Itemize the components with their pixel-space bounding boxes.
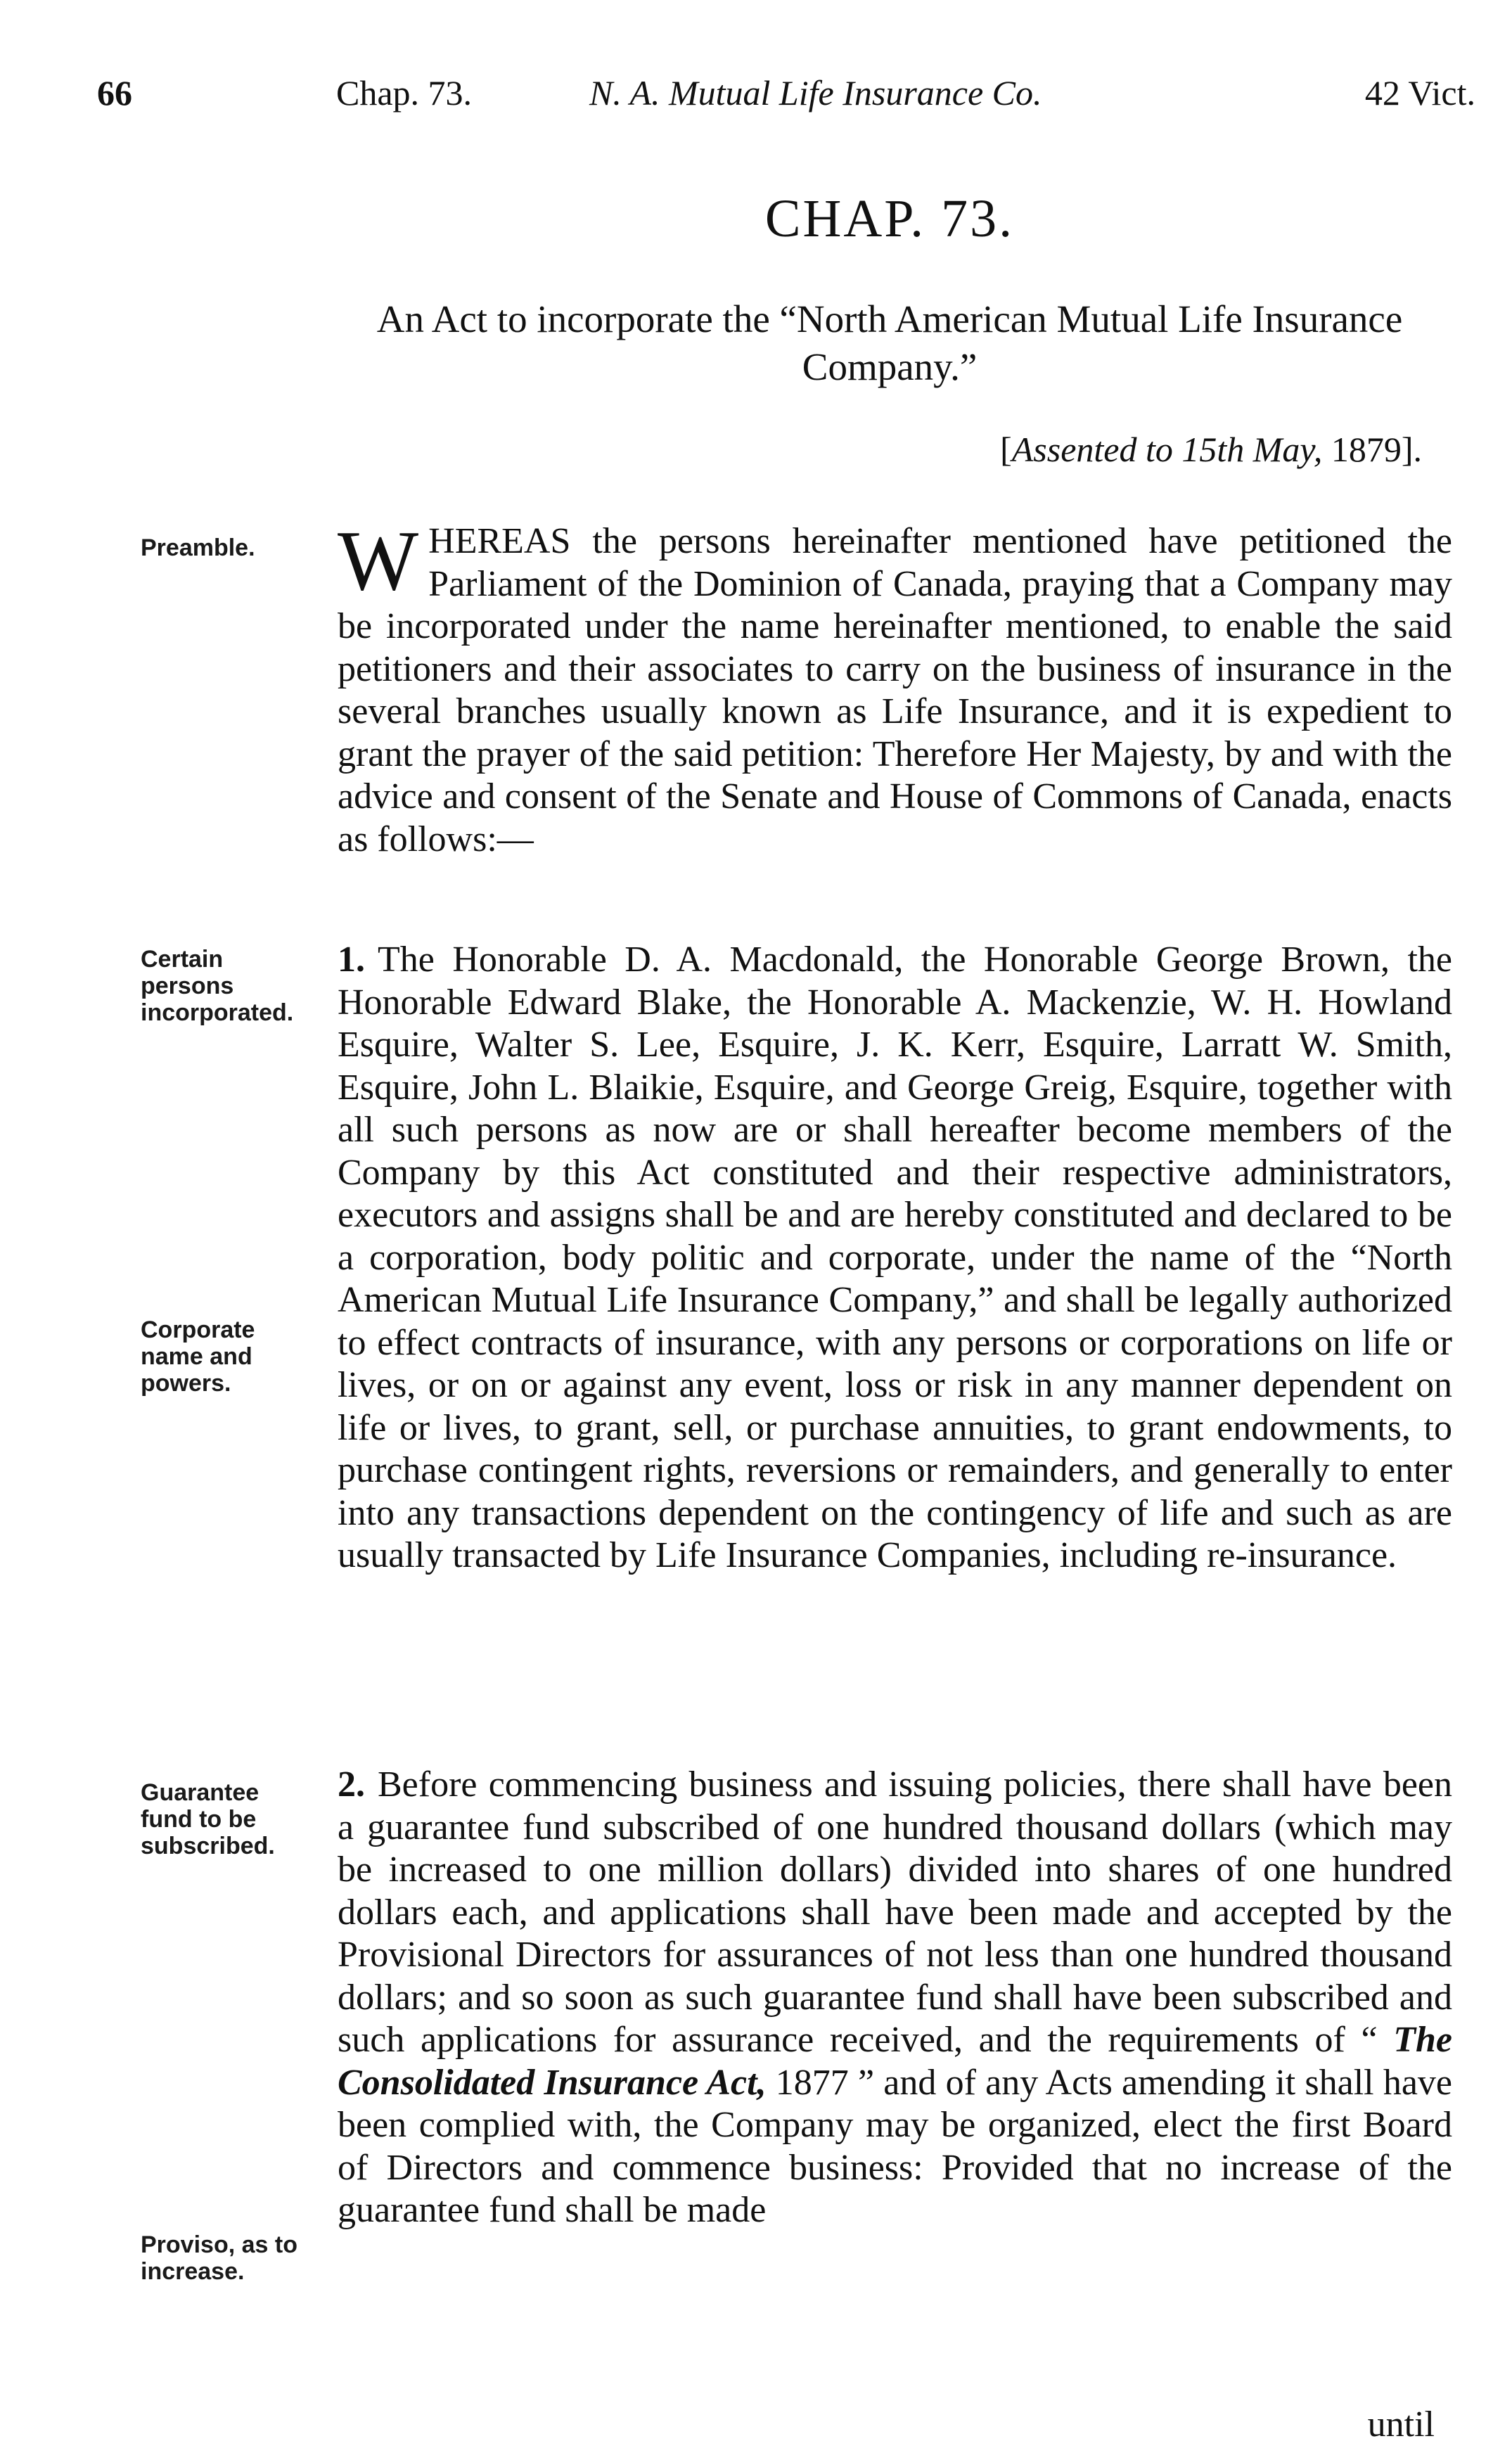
drop-cap: W xyxy=(338,513,419,608)
section-2 xyxy=(338,1764,1452,2232)
running-head xyxy=(97,65,1475,121)
preamble-text-block xyxy=(338,513,1452,861)
assent-bracket: [ xyxy=(1000,430,1012,469)
act-title: An Act to incorporate the “North American Mutual Life Insurance Company.” xyxy=(376,297,1403,388)
section-2-number: 2. xyxy=(338,1764,365,1805)
section-1 xyxy=(338,939,1452,1577)
running-head-title: N. A. Mutual Life Insurance Co. xyxy=(589,73,1042,113)
section-1-number: 1. xyxy=(338,940,365,980)
assent-text: Assented to 15th May, xyxy=(1011,430,1323,469)
page-number: 66 xyxy=(97,73,132,113)
section-2-text-after: 1877 ” and of any Acts amending it shall have been complied with, the Company may be organized, elect the first Board of Directors and commence business: Provided that no increase of the guarantee fund shall be made xyxy=(338,2062,1453,2230)
marginal-note-proviso: Proviso, as to increase. xyxy=(141,2231,297,2285)
assent-year: 1879]. xyxy=(1322,430,1422,469)
catchword: until xyxy=(1367,2404,1435,2445)
marginal-note-corporate-name: Corporate name and powers. xyxy=(141,1317,255,1397)
section-2-paragraph xyxy=(338,1764,1452,2232)
marginal-note-preamble: Preamble. xyxy=(141,534,255,561)
preamble-text: HEREAS the persons hereinafter mentioned have petitioned the Parliament of the Dominion of Canada, praying that a Company may be incorporated under the name hereinafter mentioned, to enable the said petitioners and their associates to carry on the business of insurance in the several branches usually known as Life Insurance, and it is expedient to grant the prayer of the said petition: Therefore Her Majesty, by and with the advice and consent of the Senate and House of Commons of Canada, enacts as follows:— xyxy=(338,521,1452,859)
preamble-paragraph xyxy=(338,513,1452,861)
section-1-text: The Honorable D. A. Macdonald, the Honorable George Brown, the Honorable Edward Blake, the Honorable A. Mackenzie, W. H. Howland Esquire, Walter S. Lee, Esquire, J. K. Kerr, Esquire, Larratt W. Smith, Esquire, John L. Blaikie, Esquire, and George Greig, Esquire, together with all such persons as now are or shall hereafter become members of the Company by this Act constituted and their respective administrators, executors and assigns shall be and are hereby constituted and declared to be a corporation, body politic and corporate, under the name of the “North American Mutual Life Insurance Company,” and shall be legally authorized to effect contracts of insurance, with any persons or corporations on life or lives, or on or against any event, loss or risk in any manner dependent on life or lives, to grant, sell, or purchase annuities, to grant endowments, to purchase contingent rights, reversions or remainders, and generally to enter into any transactions dependent on the contingency of life and such as are usually transacted by Life Insurance Companies, including re-insurance. xyxy=(338,940,1452,1575)
assent-line xyxy=(1000,429,1422,470)
section-2-act-name: The Consolidated Insurance Act, xyxy=(338,2020,1452,2103)
chapter-heading: CHAP. 73. xyxy=(764,189,1015,248)
section-2-text-before: Before commencing business and issuing policies, there shall have been a guarantee fund subscribed of one hundred thousand dollars (which may be increased to one million dollars) divided into shares of one hundred dollars each, and applications shall have been made and accepted by the Provisional Directors for assurances of not less than one hundred thousand dollars; and so soon as such guarantee fund shall have been subscribed and such applications for assurance received, and the requirements of “ xyxy=(338,1764,1452,2060)
marginal-note-certain-persons: Certain persons incorporated. xyxy=(141,946,294,1026)
running-head-regnal-year: 42 Vict. xyxy=(1364,73,1475,113)
marginal-note-guarantee-fund: Guarantee fund to be subscribed. xyxy=(141,1779,275,1859)
running-head-chapter: Chap. 73. xyxy=(336,73,473,113)
section-1-paragraph xyxy=(338,939,1452,1577)
